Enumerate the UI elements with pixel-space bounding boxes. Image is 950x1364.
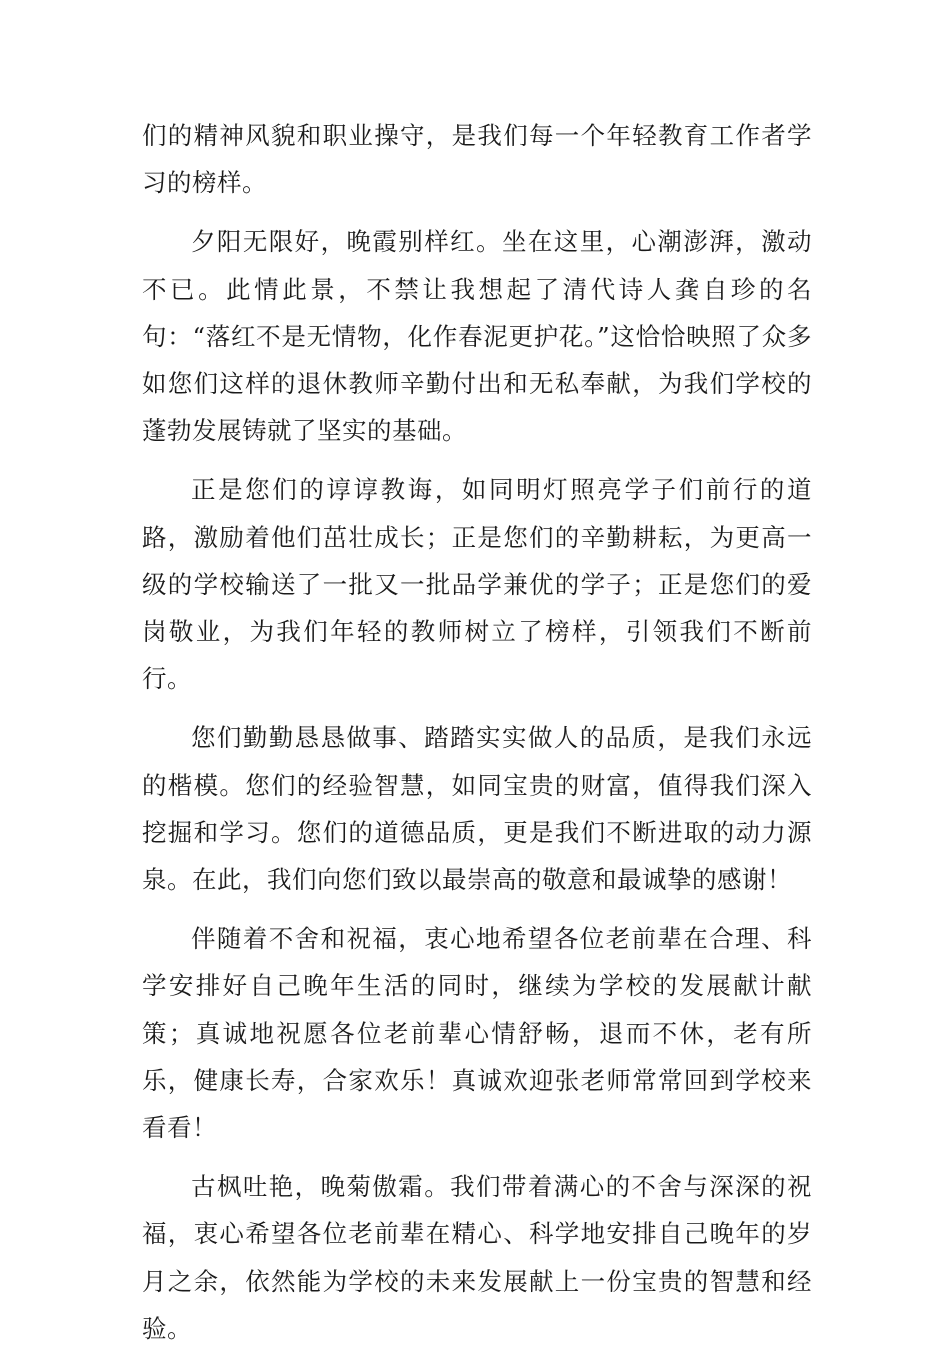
paragraph-continuation: 们的精神风貌和职业操守，是我们每一个年轻教育工作者学习的榜样。 [142,121,812,198]
paragraph-role-model: 您们勤勤恳恳做事、踏踏实实做人的品质，是我们永远的楷模。您们的经验智慧，如同宝贵的财富，值得我们深入挖掘和学习。您们的道德品质，更是我们不断进取的动力源泉。在此，我们向您们致以最崇高的敬意和最诚挚的感谢！ [142,723,812,895]
document-body [142,112,812,1364]
paragraph-sunset: 夕阳无限好，晚霞别样红。坐在这里，心潮澎湃，激动不已。此情此景，不禁让我想起了清代诗人龚自珍的名句：“落红不是无情物，化作春泥更护花。”这恰恰映照了众多如您们这样的退休教师辛勤付出和无私奉献，为我们学校的蓬勃发展铸就了坚实的基础。 [142,227,812,446]
paragraph-closing: 古枫吐艳，晚菊傲霜。我们带着满心的不舍与深深的祝福，衷心希望各位老前辈在精心、科学地安排自己晚年的岁月之余，依然能为学校的未来发展献上一份宝贵的智慧和经验。 [142,1172,812,1343]
paragraph-blessings: 伴随着不舍和祝福，衷心地希望各位老前辈在合理、科学安排好自己晚年生活的同时，继续为学校的发展献计献策；真诚地祝愿各位老前辈心情舒畅，退而不休，老有所乐，健康长寿，合家欢乐！真诚欢迎张老师常常回到学校来看看！ [142,924,812,1143]
paragraph-teachings: 正是您们的谆谆教诲，如同明灯照亮学子们前行的道路，激励着他们茁壮成长；正是您们的辛勤耕耘，为更高一级的学校输送了一批又一批品学兼优的学子；正是您们的爱岗敬业，为我们年轻的教师树立了榜样，引领我们不断前行。 [142,475,812,694]
